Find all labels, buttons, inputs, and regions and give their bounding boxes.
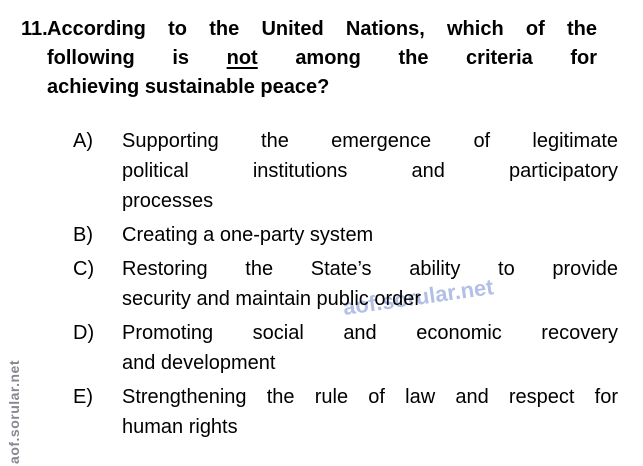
option-e-letter: E) <box>73 386 93 408</box>
options-list <box>0 126 643 446</box>
question-line-2 <box>47 44 597 73</box>
question-block <box>0 15 643 102</box>
option-c-line-1: Restoring the State’s ability to provide <box>122 258 618 280</box>
option-a-text <box>122 126 618 216</box>
option-e-line-2: human rights <box>122 416 238 438</box>
option-c-line-2: security and maintain public order <box>122 288 422 310</box>
watermark-side: aof.sorular.net <box>6 360 22 464</box>
option-d-line-2: and development <box>122 352 276 374</box>
option-b-line-1: Creating a one-party system <box>122 224 374 246</box>
question-text <box>47 15 597 102</box>
option-a[interactable] <box>0 126 643 216</box>
question-line-2-post: among the criteria for <box>295 47 597 69</box>
option-a-line-2: political institutions and participatory <box>122 160 618 182</box>
option-c-letter: C) <box>73 258 95 280</box>
option-d-line-1: Promoting social and economic recovery <box>122 322 618 344</box>
question-number: 11. <box>21 18 48 40</box>
watermark-center: aof.sorular.net <box>341 274 495 321</box>
option-b-letter: B) <box>73 224 93 246</box>
option-a-line-1: Supporting the emergence of legitimate <box>122 130 618 152</box>
question-line-1: According to the United Nations, which of the <box>47 18 597 40</box>
question-keyword-not: not <box>226 47 258 69</box>
option-b[interactable] <box>0 220 643 250</box>
question-line-2-pre: following is <box>47 47 190 69</box>
option-a-letter: A) <box>73 130 93 152</box>
option-a-line-3: processes <box>122 190 214 212</box>
option-d-letter: D) <box>73 322 95 344</box>
option-e-line-1: Strengthening the rule of law and respect for <box>122 386 618 408</box>
question-line-3: achieving sustainable peace? <box>47 76 330 98</box>
option-d-text <box>122 318 618 378</box>
option-e[interactable] <box>0 382 643 442</box>
option-c-text <box>122 254 618 314</box>
option-d[interactable] <box>0 318 643 378</box>
option-e-text <box>122 382 618 442</box>
option-b-text <box>122 220 618 250</box>
option-c[interactable] <box>0 254 643 314</box>
